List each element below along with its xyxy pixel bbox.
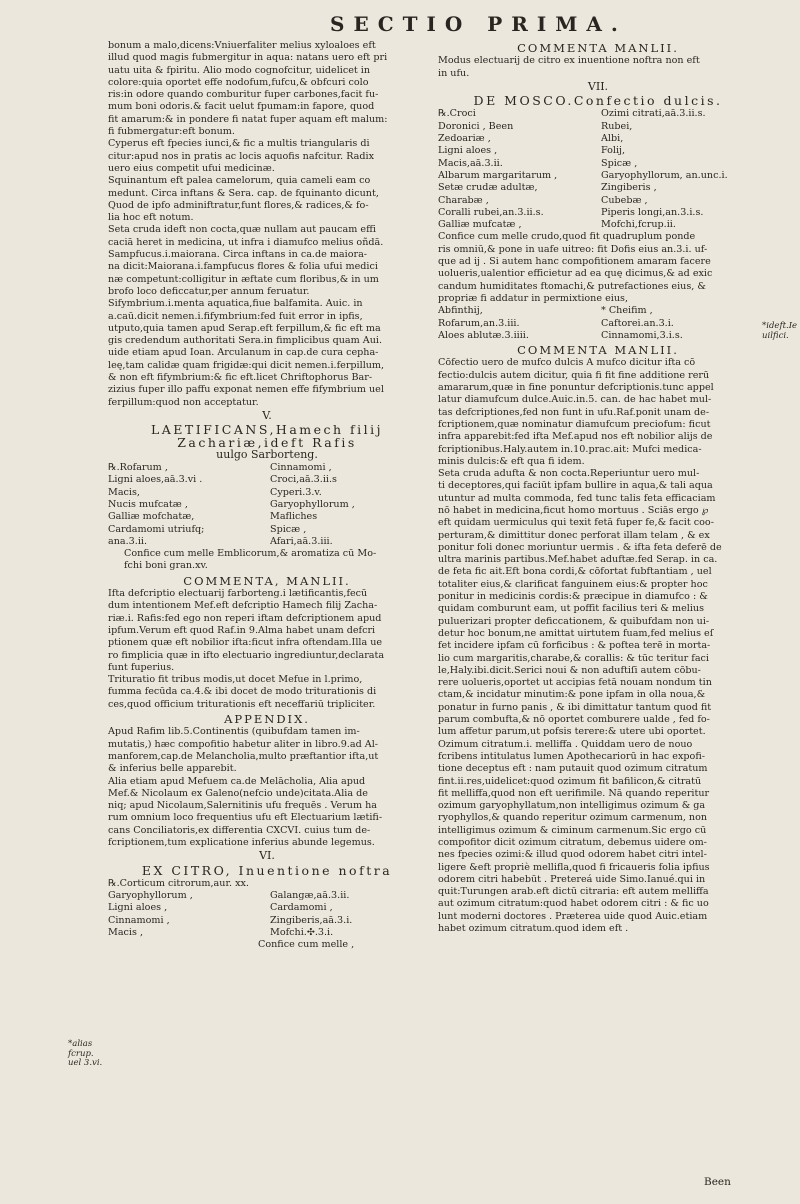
text-line: utputo,quia tamen apud Serap.eft ferpillum,& fic eft ma: [108, 322, 381, 334]
text-line: fumma fecūda ca.4.& ibi docet de modo triturationis di: [108, 686, 377, 698]
text-line: Ozimum citratum.i. melliffa . Quiddam uero de nouo: [438, 738, 693, 750]
text-line: Quod de ipfo adminiftratur,funt flores,& radices,& fo-: [108, 199, 369, 211]
text-line: parum combufta,& nō oportet comburere ualde , fed fo-: [438, 714, 710, 726]
text-line: ferpillum:quod non acceptatur.: [108, 396, 259, 408]
text-line: eft quidam uermiculus qui texit fetā fuper fe,& facit coo-: [438, 517, 714, 529]
margin-note-left: *alias fcrup. uel 3.vi.: [68, 1039, 103, 1068]
text-line: lia hoc eft notum.: [108, 212, 194, 224]
recipe-ingredient: Rofarum,an.3.iii.: [438, 317, 520, 329]
text-line: niq; apud Nicolaum,Salernitinis ufu frequēs . Verum ha: [108, 800, 378, 812]
text-line: ponitur in medicinis cordis:& præcipue in diamufco : &: [438, 591, 708, 603]
text-line: Squinantum eft palea camelorum, quia cameli eam co: [108, 175, 371, 187]
recipe-ingredient: ℞.Rofarum ,: [108, 462, 168, 474]
text-line: compofitor dicit ozimum citratum, debemus uidere om-: [438, 837, 707, 848]
text-line: ctam,& incidatur minutim:& pone ipfam in olla noua,&: [438, 689, 706, 701]
recipe-ingredient: Ligni aloes ,: [108, 902, 168, 914]
text-line: lum affetur parum,ut pofsis terere:& utere ubi oportet.: [438, 726, 706, 738]
recipe-ingredient: Macis,aā.3.ii.: [438, 157, 503, 169]
recipe-excitro: [108, 890, 426, 939]
text-line: ponitur foli donec moriuntur uermis . & ifta feta deferē de: [438, 541, 722, 553]
text-line: funt fuperius.: [108, 661, 175, 673]
commenta-heading-top: COMMENTA MANLII.: [517, 41, 679, 55]
recipe-ingredient: Coralli rubei,an.3.ii.s.: [438, 206, 544, 218]
text-line: ozimum garyophyllatum,non intelligimus ozimum & ga: [438, 800, 706, 812]
text-line: & non eft fifymbrium:& fic eft.licet Chriftophorus Bar-: [108, 372, 373, 384]
recipe-ingredient: Garyophyllorum ,: [108, 890, 193, 902]
recipe-ingredient: Cubebæ ,: [601, 194, 648, 206]
excitro-title: EX CITRO, Inuentione noftra: [141, 862, 393, 878]
recipe-ingredient: Macis,: [108, 486, 140, 498]
left-text-block-a: [108, 40, 426, 409]
left-text-block-c: [108, 726, 426, 849]
recipe-ingredient: Ligni aloes ,: [438, 145, 498, 157]
text-line: colore:quia oportet effe nodofum,fufcu,& obfcuri colo: [108, 76, 369, 88]
recipe-ingredient: Afari,aā.3.iii.: [270, 535, 333, 547]
margin-note-right: *ideft.Ie uilfici.: [762, 321, 798, 341]
text-line: Apud Rafim lib.5.Continentis (quibufdam tamen im-: [108, 726, 360, 738]
text-line: ces,quod officium triturationis eft neceffariū tripliciter.: [108, 698, 376, 710]
recipe-ingredient: Setæ crudæ adultæ,: [438, 182, 538, 194]
text-line: quidam comburunt eam, ut poffit facilius teri & melius: [438, 603, 705, 615]
catchword: Been: [704, 1176, 731, 1188]
recipe-ingredient: Aloes ablutæ.3.iiii.: [438, 329, 529, 341]
confice-laetificans: [108, 548, 426, 573]
text-line: fchi boni gran.xv.: [124, 560, 208, 572]
text-line: ro fimplicia quæ in ifto electuario ingrediuntur,declarata: [108, 649, 385, 661]
text-line: fit amarum:& in pondere fi natat fuper aquam eft malum:: [108, 113, 388, 125]
text-line: latur diamufcum dulce.Auic.in.5. can. de hac habet mul-: [438, 394, 712, 406]
recipe-ingredient: Galliæ mufcatæ ,: [438, 219, 522, 231]
text-line: leę,tam calidæ quam frigidæ:qui dicit nemen.i.ferpillum,: [108, 359, 385, 371]
recipe-ingredient: Cinnamomi,3.i.s.: [601, 329, 683, 341]
text-line: na dicit:Maiorana.i.fampfucus flores & folia ufui medici: [108, 261, 378, 273]
recipe-ingredient: Nucis mufcatæ ,: [108, 498, 188, 510]
text-line: Confice cum melle Emblicorum,& aromatiza cū Mo-: [124, 548, 377, 560]
text-line: detur hoc bonum,ne amittat uirtutem fuam,fed melius eſ: [438, 627, 714, 639]
recipe-ingredient: Mofchi,fcrup.ii.: [601, 219, 676, 231]
recipe-laetificans: [108, 462, 426, 548]
text-line: utuntur ad multa commoda, fed tunc talis feta efficaciam: [438, 492, 716, 504]
text-line: amararum,quæ in fine ponuntur defcriptionis.tunc appel: [438, 382, 714, 394]
text-line: de feta fic ait.Eft bona cordi,& cōfortat fubftantiam , uel: [438, 566, 712, 578]
text-line: mutatis,) hæc compofitio habetur aliter in libro.9.ad Al-: [108, 738, 379, 750]
recipe-ingredient: Ligni aloes,aā.3.vi .: [108, 474, 203, 486]
text-line: candum humiditates ftomachi,& putrefactiones eius, &: [438, 280, 706, 292]
text-line: ti deceptores,qui faciūt ipfam bullire in aqua,& tali aqua: [438, 480, 713, 492]
text-line: fit melliffa,quod non eft uerifimile. Nā quando reperitur: [438, 787, 710, 799]
text-line: habet ozimum citratum.quod idem eft .: [438, 923, 629, 935]
text-line: odorem citri habebūt . Pretereá uide Simo.Ianué.qui in: [438, 873, 706, 885]
text-line: quit:Turungen arab.eft dictū citraria: eft autem melliffa: [438, 886, 709, 898]
text-line: cans Conciliatoris,ex differentia CXCVI. cuius tum de-: [108, 824, 371, 836]
text-line: Seta cruda ideft non cocta,quæ nullam aut paucam effi: [108, 224, 376, 236]
text-line: Mef.& Nicolaum ex Galeno(nefcio unde)citata.Alia de: [108, 787, 368, 799]
text-line: ponatur in furno panis , & ibi dimittatur tantum quod fit: [438, 701, 712, 713]
text-line: medunt. Circa inftans & Sera. cap. de fquinanto dicunt,: [108, 187, 379, 199]
recipe-ingredient: Cardamomi ,: [270, 902, 333, 914]
left-text-block-b: [108, 588, 426, 711]
section-marker-vii: VII.: [587, 79, 609, 93]
text-line: propriæ fi addatur in permixtione eius,: [438, 292, 628, 304]
commenta-heading-right: COMMENTA MANLII.: [517, 343, 679, 358]
text-line: puluerizari propter deficcationem, & quibufdam non ui-: [438, 615, 710, 627]
text-line: citur:apud nos in pratis ac locis aquofis nafcitur. Radix: [108, 150, 375, 162]
text-line: Cyperus eft fpecies iunci,& fic a multis triangularis di: [108, 138, 370, 150]
recipe-ingredient: Albarum margaritarum ,: [438, 169, 558, 181]
text-line: mum boni odoris.& facit uelut fpumam:in fapore, quod: [108, 101, 375, 113]
recipe-ingredient: Zingiberis,aā.3.i.: [270, 914, 353, 926]
text-line: Confice cum melle crudo,quod fit quadruplum ponde: [438, 231, 696, 243]
recipe-ingredient: Albi,: [601, 133, 624, 145]
recipe-ingredient: Spicæ ,: [601, 157, 638, 169]
recipe-ingredient: Spicæ ,: [270, 523, 307, 535]
text-line: rere uolueris,oportet ut accipias fetā nouam nondum tin: [438, 677, 712, 689]
recipe-ingredient: Cinnamomi ,: [270, 462, 332, 474]
text-line: fet incidere ipfam cū forficibus : & poftea terē in morta-: [438, 640, 711, 652]
text-line: brofo loco deficcatur,per annum feruatur.: [108, 285, 310, 297]
text-line: ptionem quæ eft nobilior ifta:ficut infra oftendam.Illa ue: [108, 637, 383, 649]
text-line: que ad ij . Si autem hanc compofitionem amaram facere: [438, 256, 711, 268]
appendix-heading: APPENDIX.: [224, 712, 310, 727]
text-line: manforem,cap.de Melancholia,multo præftantior ifta,ut: [108, 750, 379, 762]
recipe-ingredient: Zingiberis ,: [601, 182, 657, 194]
right-column: [438, 40, 758, 935]
right-text-block-c: [438, 357, 758, 935]
right-text-block-b: [438, 231, 758, 305]
text-line: & inferius belle apparebit.: [108, 763, 237, 775]
text-line: riæ.i. Rafis:fed ego non reperi iftam defcriptionem apud: [108, 612, 382, 624]
recipe-ingredient: Zedoariæ ,: [438, 133, 491, 145]
recipe-additions: [438, 305, 758, 342]
text-line: ris:in odore quando comburitur fuper carbones,facit fu-: [108, 89, 379, 101]
text-line: Seta cruda adufta & non cocta.Reperiuntur uero mul-: [438, 468, 700, 480]
recipe-ingredient: Charabæ ,: [438, 194, 489, 206]
text-line: caciā heret in medicina, ut infra i diamufco melius oñdā.: [108, 236, 384, 248]
recipe-ingredient: Mofchi.✣.3.i.: [270, 927, 334, 939]
recipe-ingredient: ℞.Croci: [438, 108, 476, 120]
text-line: Sampfucus.i.maiorana. Circa inftans in ca.de maiora-: [108, 249, 368, 261]
text-line: ris omniū,& pone in uafe uitreo: fit Dofis eius an.3.i. uf-: [438, 243, 708, 255]
text-line: uero eius competit ufui medicinæ.: [108, 162, 275, 174]
text-line: Cōfectio uero de mufco dulcis A mufco dicitur ifta cō: [438, 357, 696, 369]
recipe-ingredient: Cardamomi utriufq;: [108, 523, 205, 535]
text-line: nō habet in medicina,ficut homo mortuus . Sciās ergo ℘: [438, 504, 709, 516]
recipe-ingredient: Folij,: [601, 145, 626, 157]
text-line: lunt moderni doctores . Præterea uide quod Auic.etiam: [438, 910, 708, 922]
recipe-ingredient: Ozimi citrati,aā.3.ii.s.: [601, 108, 706, 120]
recipe-ingredient: Rubei,: [601, 120, 633, 132]
text-line: Sifymbrium.i.menta aquatica,fiue balfamita. Auic. in: [108, 298, 363, 310]
text-line: Ifta defcriptio electuarij farborteng.i lætificantis,fecū: [108, 588, 368, 600]
recipe-ingredient: Doronici , Been: [438, 120, 514, 132]
recipe-ingredient: Mafliches: [270, 511, 318, 523]
recipe-ingredient: * Cheifim ,: [601, 305, 653, 317]
text-line: Trituratio fit tribus modis,ut docet Mefue in l.primo,: [108, 674, 363, 686]
text-line: rum omnium loco frequentius ufu eft Electuarium lætifi-: [108, 812, 383, 824]
text-line: totaliter eius,& clarificat fanguinem eius:& propter hoc: [438, 578, 708, 590]
text-line: nes fpecies ozimi:& illud quod odorem habet citri intel-: [438, 849, 707, 861]
recipe-ingredient: Caftorei.an.3.i.: [601, 317, 674, 329]
text-line: intelligimus ozimum & ciminum carmenum.Sic ergo cū: [438, 824, 707, 836]
recipe-demosco: [438, 108, 758, 231]
recipe-ingredient: Garyophyllorum, an.unc.i.: [601, 169, 728, 181]
text-line: minis dulcis:& eft qua fi idem.: [438, 455, 585, 467]
recipe-ingredient: Garyophyllorum ,: [270, 498, 355, 510]
text-line: dum intentionem Mef.eft defcriptio Hamech filij Zacha-: [108, 600, 378, 612]
text-line: fi fubmergatur:eft bonum.: [108, 126, 235, 138]
text-line: fcriptionem,quæ nominatur diamufcum preciofum: ficut: [438, 418, 711, 430]
confice-excitro: Confice cum melle ,: [258, 939, 355, 951]
text-line: fint.ii.res,uidelicet:quod ozimum fit bafilicon,& citratū: [438, 775, 702, 787]
text-line: tas defcriptiones,fed non funt in ufu.Raf.ponit unam de-: [438, 406, 710, 418]
text-line: lio cum margaritis,charabe,& corallis: & tūc teritur faci: [438, 652, 709, 664]
text-line: Alia etiam apud Mefuem ca.de Melācholia, Alia apud: [108, 775, 366, 787]
left-column: [108, 40, 426, 952]
text-line: illud quod magis fubmergitur in aqua: natans uero eft pri: [108, 52, 388, 64]
recipe-ingredient: Galliæ mofchatæ,: [108, 511, 195, 523]
recipe-ingredient: Piperis longi,an.3.i.s.: [601, 206, 704, 218]
recipe-ingredient: Abfinthij,: [438, 305, 483, 317]
text-line: in ufu.: [438, 67, 470, 79]
text-line: infra apparebit:fed ifta Mef.apud nos eft nobilior alijs de: [438, 431, 713, 443]
laetificans-subtitle: uulgo Sarborteng.: [216, 447, 318, 461]
right-text-block-a: [438, 55, 758, 80]
recipe-ingredient: Macis ,: [108, 927, 144, 939]
text-line: perturam,& dimittitur donec perforat illam telam , & ex: [438, 529, 710, 541]
recipe-excitro-head: ℞.Corticum citrorum,aur. xx.: [108, 877, 249, 889]
text-line: aut ozimum citratum:quod habet odorem citri : & fic uo: [438, 898, 709, 910]
recipe-ingredient: Cyperi.3.v.: [270, 486, 322, 498]
text-line: ipfum.Verum eft quod Raf.in 9.Alma habet unam defcri: [108, 624, 376, 636]
recipe-ingredient: Cinnamomi ,: [108, 914, 170, 926]
page-header: [0, 4, 800, 44]
commenta-heading-left: COMMENTA, MANLII.: [183, 573, 351, 588]
text-line: tione deceptus eft : nam putauit quod ozimum citratum: [438, 763, 708, 775]
text-line: fectio:dulcis autem dicitur, quia fi fit fine additione rerū: [438, 369, 710, 381]
text-line: uatu uita & fpiritu. Alio modo cognofcitur, uidelicet in: [108, 64, 371, 76]
text-line: zizius fuper illo paffu exponat nemen effe fifymbrium uel: [108, 384, 384, 396]
text-line: fcribens intitulatus lumen Apothecariorū in hac expofi-: [438, 750, 705, 762]
text-line: ligere &eft propriè mellifla,quod fi fricaueris folia ipfius: [438, 861, 710, 873]
laetificans-title: LAETIFICANS,Hamech filij Zachariæ,ideft Rafis: [150, 422, 384, 450]
text-line: næ competunt:colligitur in æftate cum floribus,& in um: [108, 273, 379, 285]
text-line: a.caū.dicit nemen.i.fifymbrium:fed fuit error in ipfis,: [108, 310, 363, 322]
text-line: uolueris,ualentior efficietur ad ea quę dicimus,& ad exic: [438, 268, 713, 280]
text-line: fcriptionem,tum explicatione inferius abunde legemus.: [108, 837, 375, 848]
text-line: fcriptionibus.Haly.autem in.10.prac.ait: Mufci medica-: [438, 443, 702, 455]
running-title: SECTIO PRIMA.: [330, 12, 627, 36]
text-line: bonum a malo,dicens:Vniuerfaliter melius xyloaloes eft: [108, 40, 376, 51]
text-line: uide etiam apud Ioan. Arculanum in cap.de cura cepha-: [108, 347, 379, 359]
section-marker-vi: VI.: [259, 849, 275, 863]
demosco-title: DE MOSCO.Confectio dulcis.: [473, 93, 723, 109]
text-line: gis credendum authoritati Sera.in fimplicibus quam Aui.: [108, 335, 383, 347]
recipe-ingredient: Croci,aā.3.ii.s: [270, 474, 337, 486]
text-line: Modus electuarij de citro ex inuentione noftra non eft: [438, 55, 700, 67]
section-marker-v: V.: [262, 408, 272, 422]
text-line: ultra marinis partibus.Mef.habet aduftæ.fed Serap. in ca.: [438, 554, 718, 566]
recipe-ingredient: Galangæ,aā.3.ii.: [270, 890, 350, 902]
text-line: le,Haly.ibi.dicit.Serici noui & non aduftiſi autem cōbu-: [438, 664, 701, 676]
recipe-ingredient: ana.3.ii.: [108, 535, 148, 547]
text-line: ryophyllos,& quando reperitur ozimum carmenum, non: [438, 812, 708, 824]
